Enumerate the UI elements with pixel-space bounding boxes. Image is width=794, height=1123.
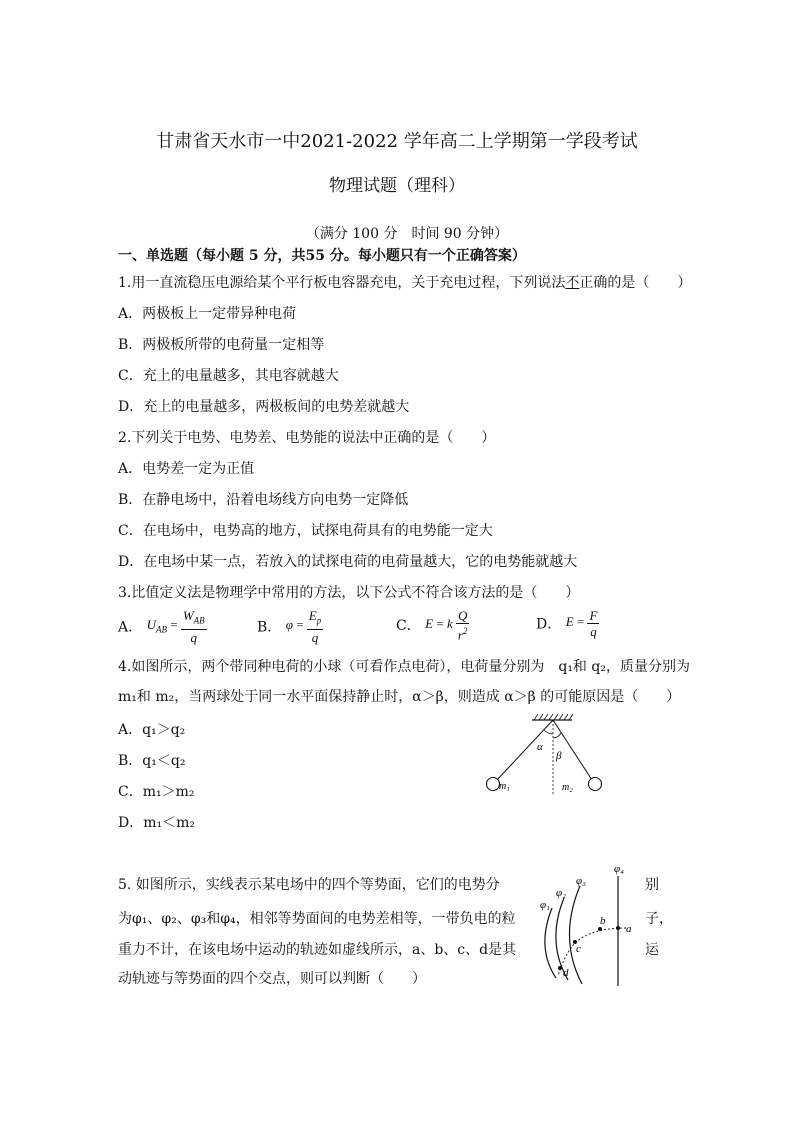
alpha-label: α bbox=[537, 741, 543, 753]
exam-subtitle: 物理试题（理科） bbox=[329, 176, 465, 196]
string-left bbox=[497, 720, 553, 780]
formula-c-lhs: E bbox=[425, 616, 434, 632]
question-1-stem bbox=[118, 272, 691, 292]
question-3-option-d bbox=[536, 608, 599, 639]
question-4-option-c: C．m₁＞m₂ bbox=[118, 784, 195, 800]
ceiling-hatch bbox=[534, 714, 573, 720]
formula-c-k: k bbox=[446, 616, 453, 632]
question-4-option-b: B．q₁＜q₂ bbox=[118, 753, 186, 769]
question-1-stem-b: 正确的是（ ） bbox=[579, 275, 692, 291]
label-b: b bbox=[600, 915, 606, 927]
question-5-line-3-tail: 运 bbox=[645, 942, 659, 958]
formula-a-den: q bbox=[190, 629, 197, 645]
formula-a-num: W bbox=[182, 608, 194, 623]
question-5-line-2-tail: 子， bbox=[645, 911, 673, 927]
question-5-line-4: 动轨迹与等势面的四个交点，则可以判断（ ） bbox=[118, 971, 426, 987]
question-4-line-1: 4.如图所示，两个带同种电荷的小球（可看作点电荷），电荷量分别为 q₁和 q₂，质量分别为 bbox=[118, 659, 690, 675]
phi1-label: φ₁ bbox=[540, 899, 550, 911]
point-b bbox=[598, 927, 602, 931]
formula-b-num-sub: p bbox=[316, 615, 322, 626]
formula-c bbox=[425, 608, 469, 643]
label-d: d bbox=[563, 967, 569, 979]
formula-b-lhs: φ bbox=[285, 617, 293, 633]
question-1-option-d: D．充上的电量越多，两极板间的电势差就越大 bbox=[118, 399, 410, 415]
section-heading: 一、单选题（每小题 5 分，共55 分。每小题只有一个正确答案） bbox=[118, 248, 526, 264]
point-d bbox=[558, 966, 562, 970]
formula-a-lhs: U bbox=[146, 617, 156, 633]
formula-c-den-sup: 2 bbox=[462, 626, 468, 636]
question-5-line-2: 为φ₁、φ₂、φ₃和φ₄，相邻等势面间的电势差相等，一带负电的粒 bbox=[118, 911, 516, 927]
question-3-option-c bbox=[396, 608, 469, 642]
formula-d-lhs: E bbox=[565, 614, 574, 630]
formula-b-num: E bbox=[308, 608, 317, 623]
question-1-option-b: B．两极板所带的电荷量一定相等 bbox=[118, 337, 325, 353]
point-a bbox=[616, 926, 620, 930]
equipotential-figure bbox=[530, 858, 642, 988]
formula-a-fraction bbox=[181, 608, 207, 645]
phi4-label: φ₄ bbox=[614, 863, 624, 875]
exam-title: 甘肃省天水市一中2021-2022 学年高二上学期第一学段考试 bbox=[156, 131, 638, 152]
option-d-label: D． bbox=[536, 616, 562, 633]
option-b-label: B． bbox=[257, 619, 282, 636]
question-3-option-a bbox=[118, 608, 207, 645]
formula-a bbox=[146, 608, 207, 645]
formula-a-num-sub: AB bbox=[193, 615, 205, 626]
question-1-option-a: A．两极板上一定带异种电荷 bbox=[118, 306, 297, 322]
ball-m1 bbox=[487, 778, 500, 791]
formula-b bbox=[285, 608, 324, 645]
question-5-line-3: 重力不计，在该电场中运动的轨迹如虚线所示，a、b、c、d是其 bbox=[118, 942, 517, 958]
question-4-option-a: A．q₁＞q₂ bbox=[118, 722, 186, 738]
formula-d-den: q bbox=[590, 624, 597, 639]
formula-a-lhs-sub: AB bbox=[155, 624, 167, 635]
question-2-option-b: B．在静电场中，沿着电场线方向电势一定降低 bbox=[118, 492, 409, 508]
option-a-label: A． bbox=[118, 619, 143, 636]
formula-b-fraction bbox=[307, 608, 323, 645]
question-1-stem-underlined: 不 bbox=[565, 275, 580, 291]
question-2-option-c: C．在电场中，电势高的地方，试探电荷具有的电势能一定大 bbox=[118, 523, 493, 539]
formula-c-eq: = bbox=[436, 616, 444, 632]
equipotential-phi1 bbox=[545, 908, 556, 978]
beta-arc bbox=[553, 733, 561, 738]
formula-c-num: Q bbox=[458, 608, 468, 623]
m1-label: m₁ bbox=[499, 781, 510, 792]
formula-d-eq: = bbox=[576, 614, 585, 630]
question-4-option-d: D．m₁＜m₂ bbox=[118, 815, 195, 831]
question-5-line-1: 5. 如图所示，实线表示某电场中的四个等势面，它们的电势分 bbox=[118, 877, 500, 893]
pendulum-figure bbox=[480, 708, 610, 808]
label-c: c bbox=[576, 943, 581, 955]
formula-c-den: r bbox=[457, 627, 463, 643]
formula-a-eq: = bbox=[170, 617, 178, 633]
question-1-stem-a: 1.用一直流稳压电源给某个平行板电容器充电，关于充电过程，下列说法 bbox=[118, 275, 566, 291]
alpha-arc bbox=[544, 730, 553, 734]
question-2-option-a: A．电势差一定为正值 bbox=[118, 461, 255, 477]
formula-d bbox=[565, 608, 600, 639]
label-a: a bbox=[626, 923, 632, 935]
ball-m2 bbox=[589, 778, 602, 791]
question-2-option-d: D．在电场中某一点，若放入的试探电荷的电荷量越大，它的电势能就越大 bbox=[118, 554, 578, 570]
beta-label: β bbox=[556, 750, 562, 762]
formula-b-eq: = bbox=[296, 617, 304, 633]
phi2-label: φ₂ bbox=[556, 887, 566, 899]
question-3-stem: 3.比值定义法是物理学中常用的方法，以下公式不符合该方法的是（ ） bbox=[118, 585, 580, 601]
option-c-label: C． bbox=[396, 618, 421, 635]
m2-label: m₂ bbox=[562, 782, 573, 793]
formula-b-den: q bbox=[311, 629, 319, 645]
question-5-line-1-tail: 别 bbox=[645, 877, 659, 893]
phi3-label: φ₃ bbox=[576, 875, 586, 887]
formula-d-num: F bbox=[589, 608, 598, 623]
formula-d-fraction bbox=[587, 608, 599, 639]
question-3-option-b bbox=[257, 608, 323, 645]
exam-meta: （满分 100 分 时间 90 分钟） bbox=[305, 226, 509, 242]
equipotential-phi3 bbox=[569, 886, 582, 984]
question-2-stem: 2.下列关于电势、电势差、电势能的说法中正确的是（ ） bbox=[118, 430, 496, 446]
formula-c-fraction bbox=[456, 608, 469, 642]
question-4-line-2: m₁和 m₂，当两球处于同一水平面保持静止时，α＞β，则造成 α＞β 的可能原因是（ ） bbox=[118, 689, 681, 705]
question-1-option-c: C．充上的电量越多，其电容就越大 bbox=[118, 368, 339, 384]
